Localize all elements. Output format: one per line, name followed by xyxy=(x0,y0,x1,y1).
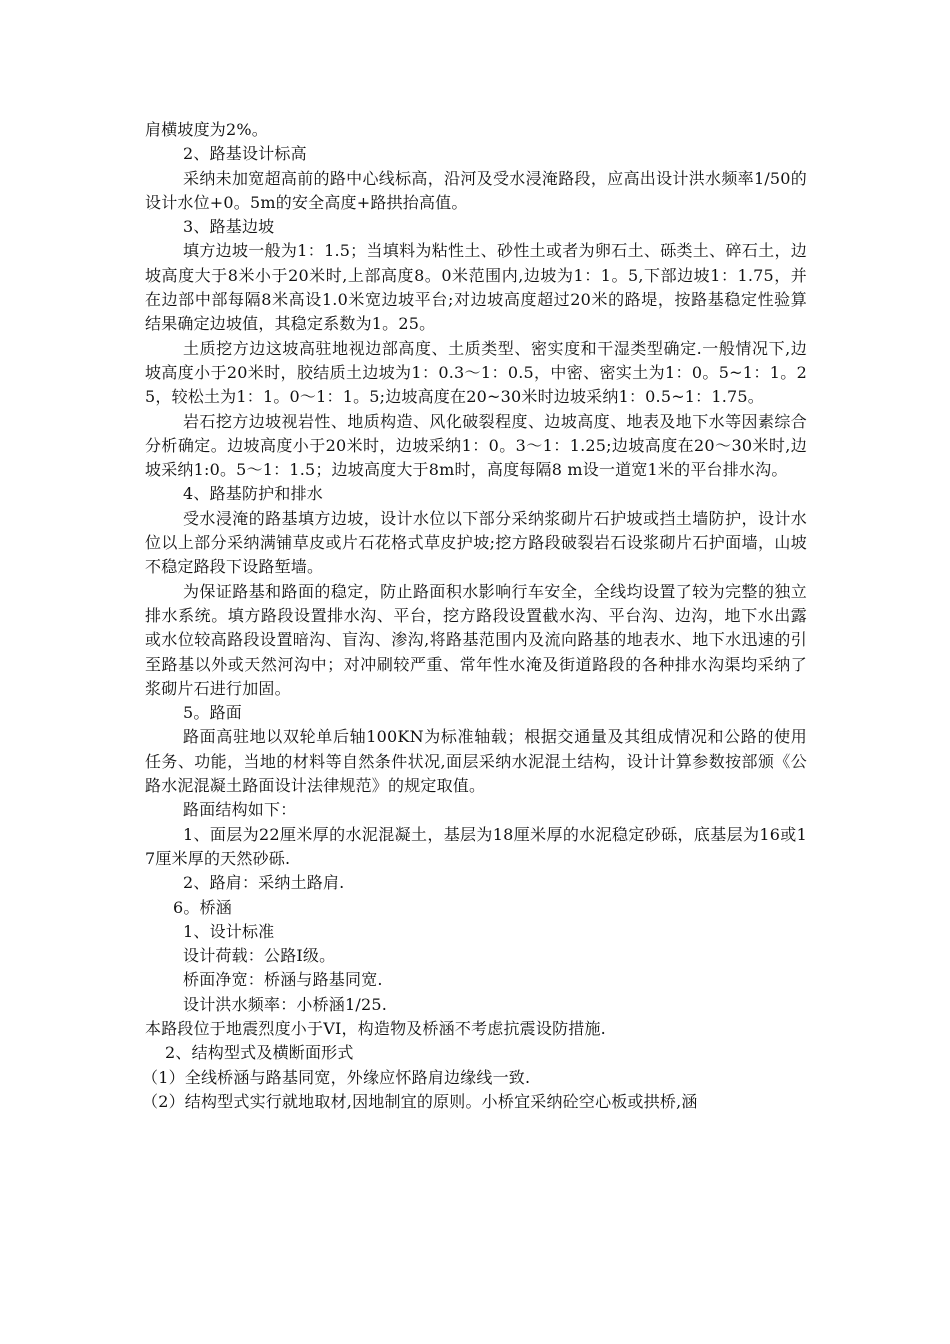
section-heading: 3、路基边坡 xyxy=(183,217,275,237)
list-item: （2）结构型式实行就地取材,因地制宜的原则。小桥宜采纳砼空心板或拱桥,涵 xyxy=(142,1091,698,1111)
paragraph: 受水浸淹的路基填方边坡，设计水位以下部分采纳浆砌片石护坡或挡土墙防护，设计水位以上部分采纳满铺草皮或片石花格式草皮护坡;挖方路段破裂岩石设浆砌片石护面墙，山坡不稳定路段下设路堑墙。 xyxy=(145,508,807,577)
paragraph: 路面结构如下： xyxy=(183,800,297,820)
section-heading: 2、路基设计标高 xyxy=(183,144,307,164)
section-heading: 4、路基防护和排水 xyxy=(183,484,323,504)
paragraph: 填方边坡一般为1：1.5；当填料为粘性土、砂性土或者为卵石土、砾类土、碎石土，边坡高度大于8米小于20米时,上部高度8。0米范围内,边坡为1：1。5,下部边坡1：1.75，并在边部中部每隔8米高设1.0米宽边坡平台;对边坡高度超过20米的路堤，按路基稳定性验算结果确定边坡值，其稳定系数为1。25。 xyxy=(145,241,807,334)
paragraph: 2、路肩：采纳土路肩. xyxy=(183,873,345,893)
document-body xyxy=(142,118,807,1114)
list-item: （1）全线桥涵与路基同宽，外缘应怀路肩边缘线一致. xyxy=(142,1067,531,1087)
paragraph: 路面高驻地以双轮单后轴100KN为标准轴载；根据交通量及其组成情况和公路的使用任务、功能，当地的材料等自然条件状况,面层采纳水泥混土结构，设计计算参数按部颁《公路水泥混凝土路面设计法律规范》的规定取值。 xyxy=(145,727,807,796)
paragraph: 肩横坡度为2%。 xyxy=(145,120,268,139)
paragraph: 本路段位于地震烈度小于VI，构造物及桥涵不考虑抗震设防措施. xyxy=(145,1018,606,1038)
paragraph: 土质挖方边这坡高驻地视边部高度、土质类型、密实度和干湿类型确定.一般情况下,边坡高度小于20米时，胶结质土边坡为1：0.3～1：0.5，中密、密实土为1：0。5~1：1。25，较松土为1：1。0～1：1。5;边坡高度在20~30米时边坡采纳1：0.5~1：1.75。 xyxy=(145,338,807,407)
section-heading: 6。桥涵 xyxy=(173,897,232,917)
paragraph: 1、面层为22厘米厚的水泥混凝土，基层为18厘米厚的水泥稳定砂砾，底基层为16或17厘米厚的天然砂砾. xyxy=(145,824,807,868)
paragraph: 为保证路基和路面的稳定，防止路面积水影响行车安全，全线均设置了较为完整的独立排水系统。填方路段设置排水沟、平台，挖方路段设置截水沟、平台沟、边沟，地下水出露或水位较高路段设置暗沟、盲沟、渗沟,将路基范围内及流向路基的地表水、地下水迅速的引至路基以外或天然河沟中；对冲刷较严重、常年性水淹及街道路段的各种排水沟渠均采纳了浆砌片石进行加固。 xyxy=(145,581,807,698)
subsection-heading: 1、设计标准 xyxy=(183,921,275,941)
paragraph: 岩石挖方边坡视岩性、地质构造、风化破裂程度、边坡高度、地表及地下水等因素综合分析确定。边坡高度小于20米时，边坡采纳1：0。3～1：1.25;边坡高度在20～30米时,边坡采纳1:0。5～1：1.5；边坡高度大于8m时，高度每隔8 m设一道宽1米的平台排水沟。 xyxy=(145,411,807,480)
subsection-heading: 2、结构型式及横断面形式 xyxy=(165,1043,354,1063)
paragraph: 桥面净宽：桥涵与路基同宽. xyxy=(183,970,383,990)
paragraph: 设计荷载：公路I级。 xyxy=(183,946,336,966)
paragraph: 采纳未加宽超高前的路中心线标高，沿河及受水浸淹路段，应高出设计洪水频率1/50的设计水位+0。5m的安全高度+路拱抬高值。 xyxy=(145,168,807,212)
section-heading: 5。路面 xyxy=(183,703,242,723)
paragraph: 设计洪水频率：小桥涵1/25. xyxy=(183,994,388,1014)
